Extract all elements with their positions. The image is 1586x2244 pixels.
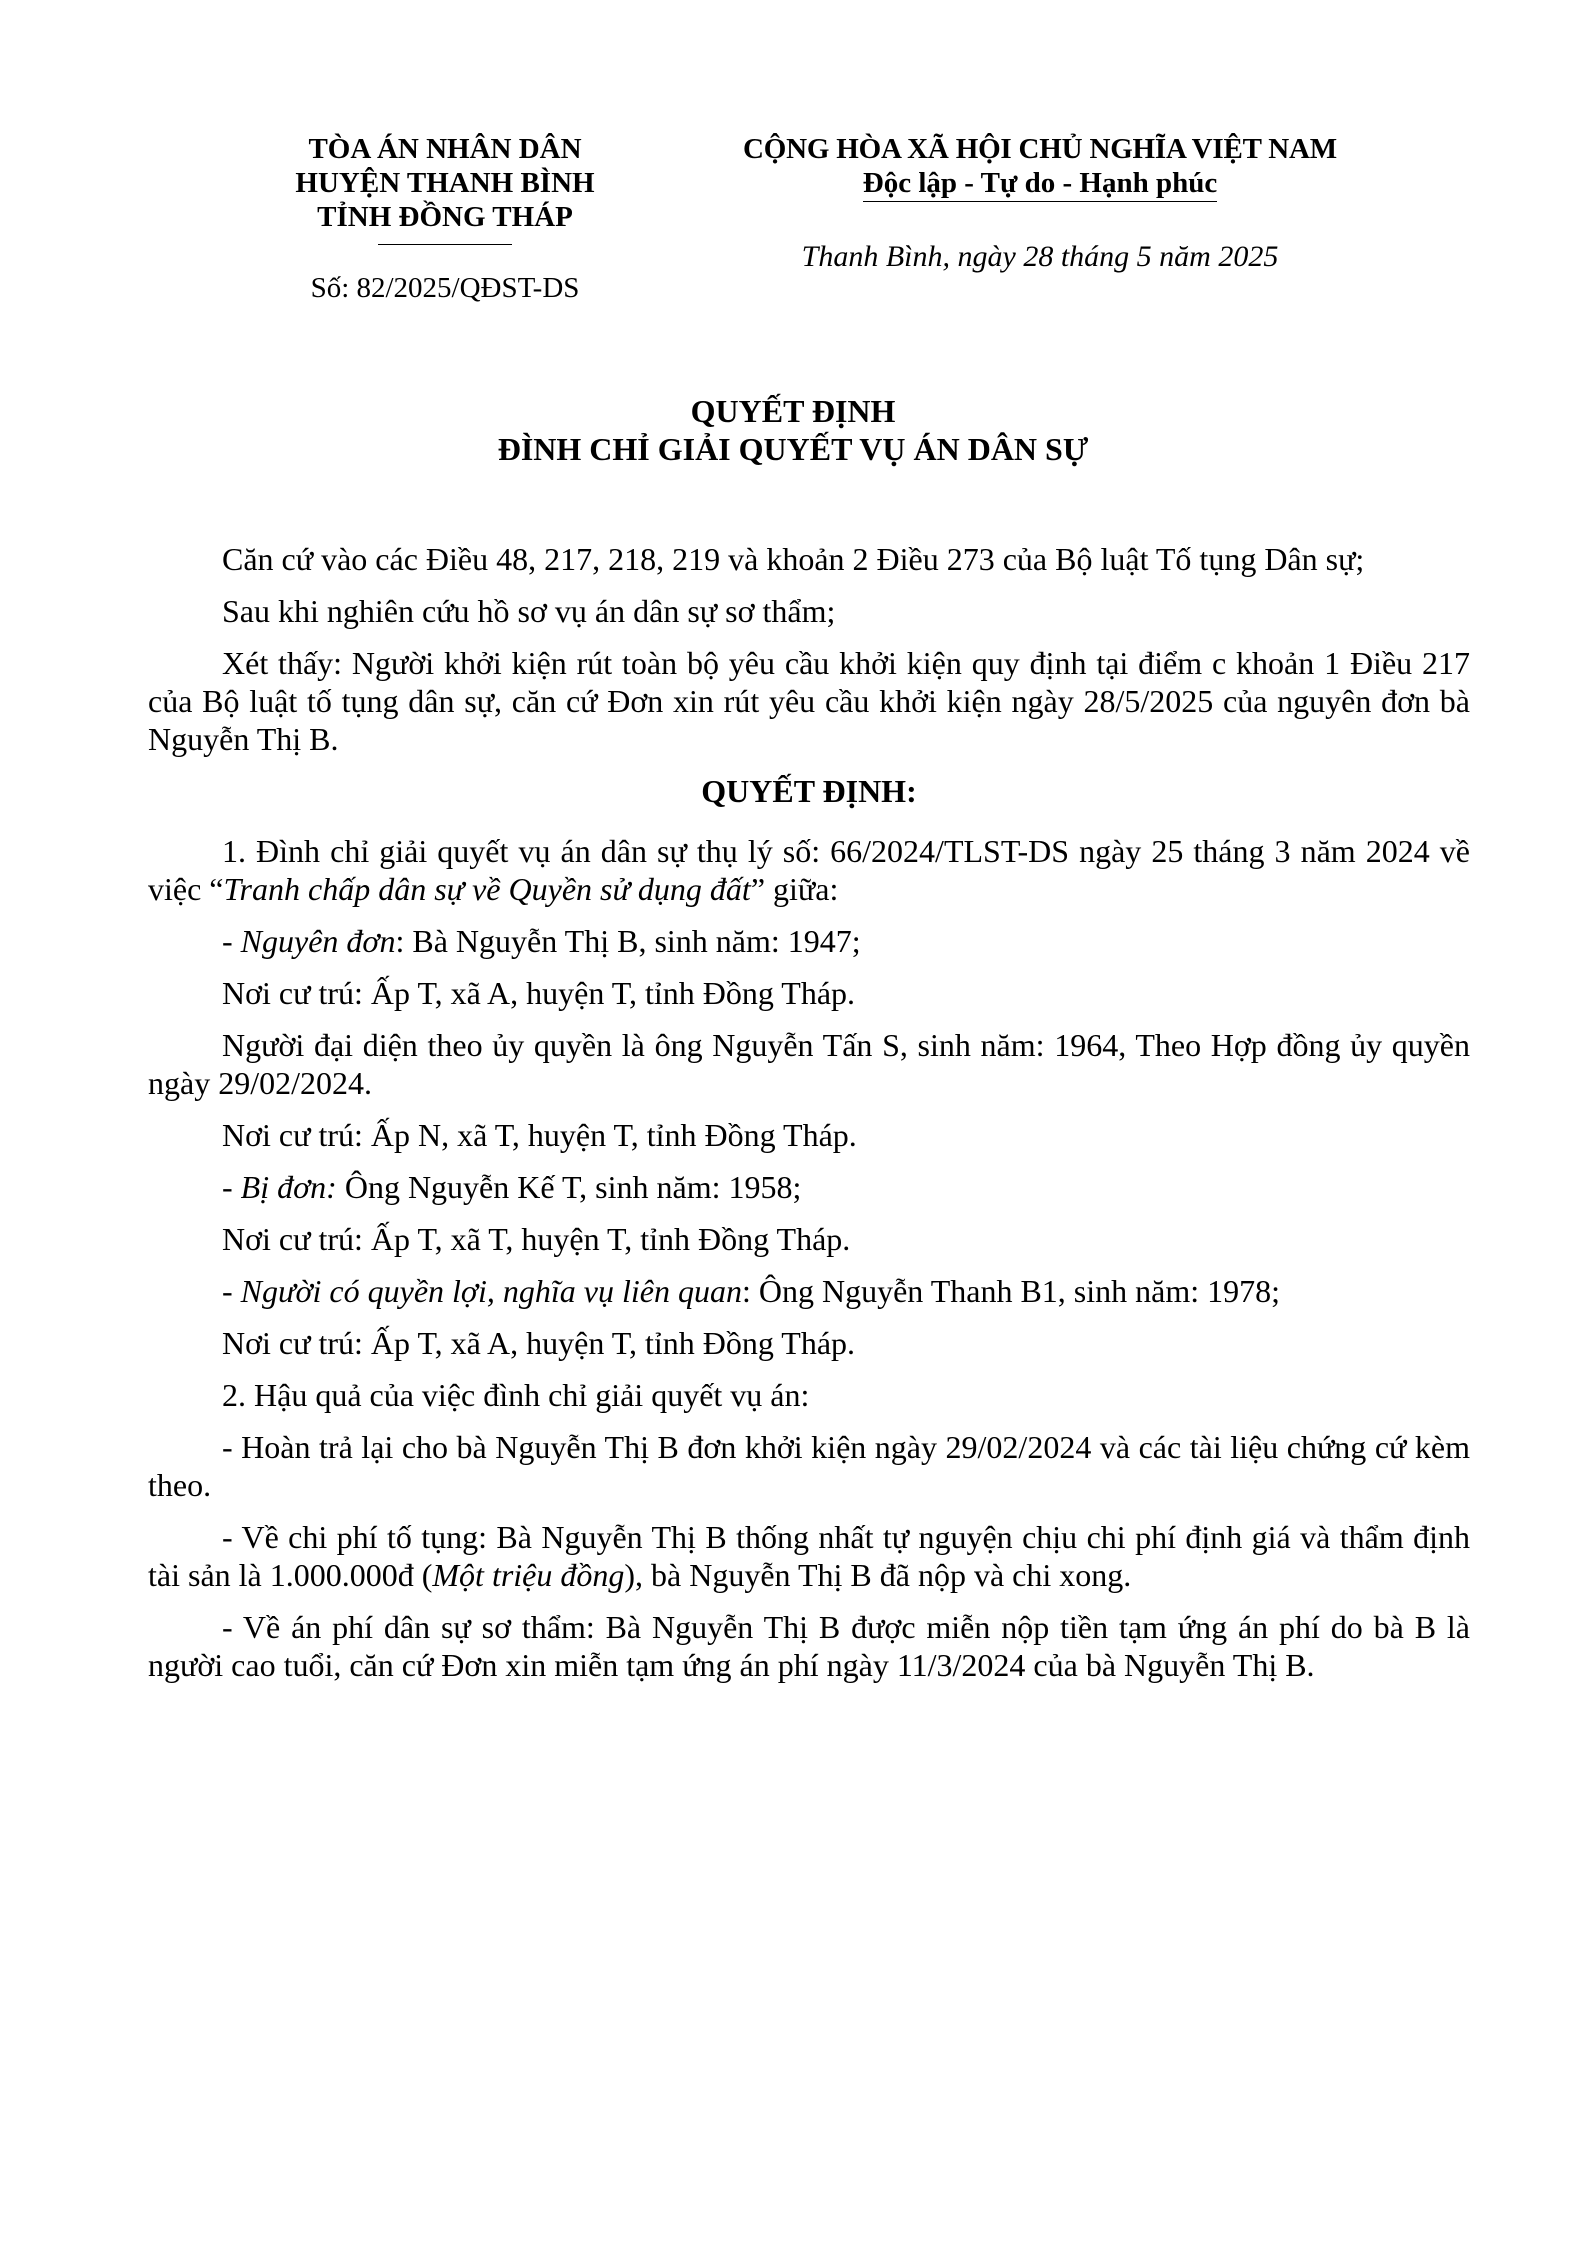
legal-basis-paragraph: Căn cứ vào các Điều 48, 217, 218, 219 và khoản 2 Điều 273 của Bộ luật Tố tụng Dân sự; (222, 541, 1365, 577)
case-title: Tranh chấp dân sự về Quyền sử dụng đất (223, 871, 751, 907)
plaintiff-residence: Nơi cư trú: Ấp T, xã A, huyện T, tỉnh Đồng Tháp. (222, 975, 856, 1011)
national-header (690, 132, 1390, 274)
court-district-line: HUYỆN THANH BÌNH (295, 167, 595, 199)
court-province-line: TỈNH ĐỒNG THÁP (317, 201, 573, 233)
plaintiff-line (148, 922, 1470, 960)
court-name-line: TÒA ÁN NHÂN DÂN (308, 133, 582, 165)
header-divider (378, 244, 512, 245)
defendant-text: Ông Nguyễn Kế T, sinh năm: 1958; (336, 1169, 802, 1205)
decision-item-1 (148, 832, 1470, 908)
court-fee: - Về án phí dân sự sơ thẩm: Bà Nguyễn Thị B được miễn nộp tiền tạm ứng án phí do bà B là người cao tuổi, căn cứ Đơn xin miễn tạm ứng án phí ngày 11/3/2024 của bà Nguyễn Thị B. (148, 1609, 1470, 1683)
document-body (148, 540, 1470, 1698)
representative-line: Người đại diện theo ủy quyền là ông Nguyễn Tấn S, sinh năm: 1964, Theo Hợp đồng ủy quyền ngày 29/02/2024. (148, 1027, 1470, 1101)
document-number: Số: 82/2025/QĐST-DS (310, 272, 580, 304)
defendant-label: Bị đơn: (240, 1169, 337, 1205)
review-paragraph: Sau khi nghiên cứu hồ sơ vụ án dân sự sơ thẩm; (222, 593, 836, 629)
plaintiff-label: Nguyên đơn (240, 923, 396, 959)
related-party-label: Người có quyền lợi, nghĩa vụ liên quan (240, 1273, 742, 1309)
findings-paragraph: Xét thấy: Người khởi kiện rút toàn bộ yêu cầu khởi kiện quy định tại điểm c khoản 1 Điều 217 của Bộ luật tố tụng dân sự, căn cứ Đơn xin rút yêu cầu khởi kiện ngày 28/5/2025 của nguyên đơn bà Nguyễn Thị B. (148, 645, 1470, 757)
decision-item-2: 2. Hậu quả của việc đình chỉ giải quyết vụ án: (222, 1377, 810, 1413)
title-line-2: ĐÌNH CHỈ GIẢI QUYẾT VỤ ÁN DÂN SỰ (497, 431, 1089, 467)
national-motto: Độc lập - Tự do - Hạnh phúc (863, 166, 1218, 202)
representative-residence: Nơi cư trú: Ấp N, xã T, huyện T, tỉnh Đồng Tháp. (222, 1117, 857, 1153)
defendant-line (148, 1168, 1470, 1206)
litigation-costs (148, 1518, 1470, 1594)
costs-amount-words: Một triệu đồng (432, 1557, 625, 1593)
related-party-line (148, 1272, 1470, 1310)
costs-text: - Về chi phí tố tụng: Bà Nguyễn Thị B thống nhất tự nguyện chịu chi phí định giá và thẩm định tài sản là 1.000.000đ ( (148, 1519, 1470, 1593)
document-title (0, 392, 1586, 468)
republic-name: CỘNG HÒA XÃ HỘI CHỦ NGHĨA VIỆT NAM (743, 133, 1337, 165)
decision-heading: QUYẾT ĐỊNH: (701, 773, 917, 809)
related-party-dash: - (222, 1273, 241, 1309)
court-header (240, 132, 650, 305)
item-1-text: 1. Đình chỉ giải quyết vụ án dân sự thụ lý số: 66/2024/TLST-DS ngày 25 tháng 3 năm 2024 về việc “ (148, 833, 1470, 907)
defendant-residence: Nơi cư trú: Ấp T, xã T, huyện T, tỉnh Đồng Tháp. (222, 1221, 851, 1257)
costs-tail: ), bà Nguyễn Thị B đã nộp và chi xong. (624, 1557, 1132, 1593)
return-documents: - Hoàn trả lại cho bà Nguyễn Thị B đơn khởi kiện ngày 29/02/2024 và các tài liệu chứng cứ kèm theo. (148, 1429, 1470, 1503)
related-party-residence: Nơi cư trú: Ấp T, xã A, huyện T, tỉnh Đồng Tháp. (222, 1325, 856, 1361)
place-date: Thanh Bình, ngày 28 tháng 5 năm 2025 (801, 240, 1279, 273)
item-1-tail: ” giữa: (750, 871, 839, 907)
plaintiff-dash: - (222, 923, 241, 959)
plaintiff-text: : Bà Nguyễn Thị B, sinh năm: 1947; (395, 923, 861, 959)
defendant-dash: - (222, 1169, 241, 1205)
related-party-text: : Ông Nguyễn Thanh B1, sinh năm: 1978; (741, 1273, 1281, 1309)
title-line-1: QUYẾT ĐỊNH (690, 393, 896, 429)
